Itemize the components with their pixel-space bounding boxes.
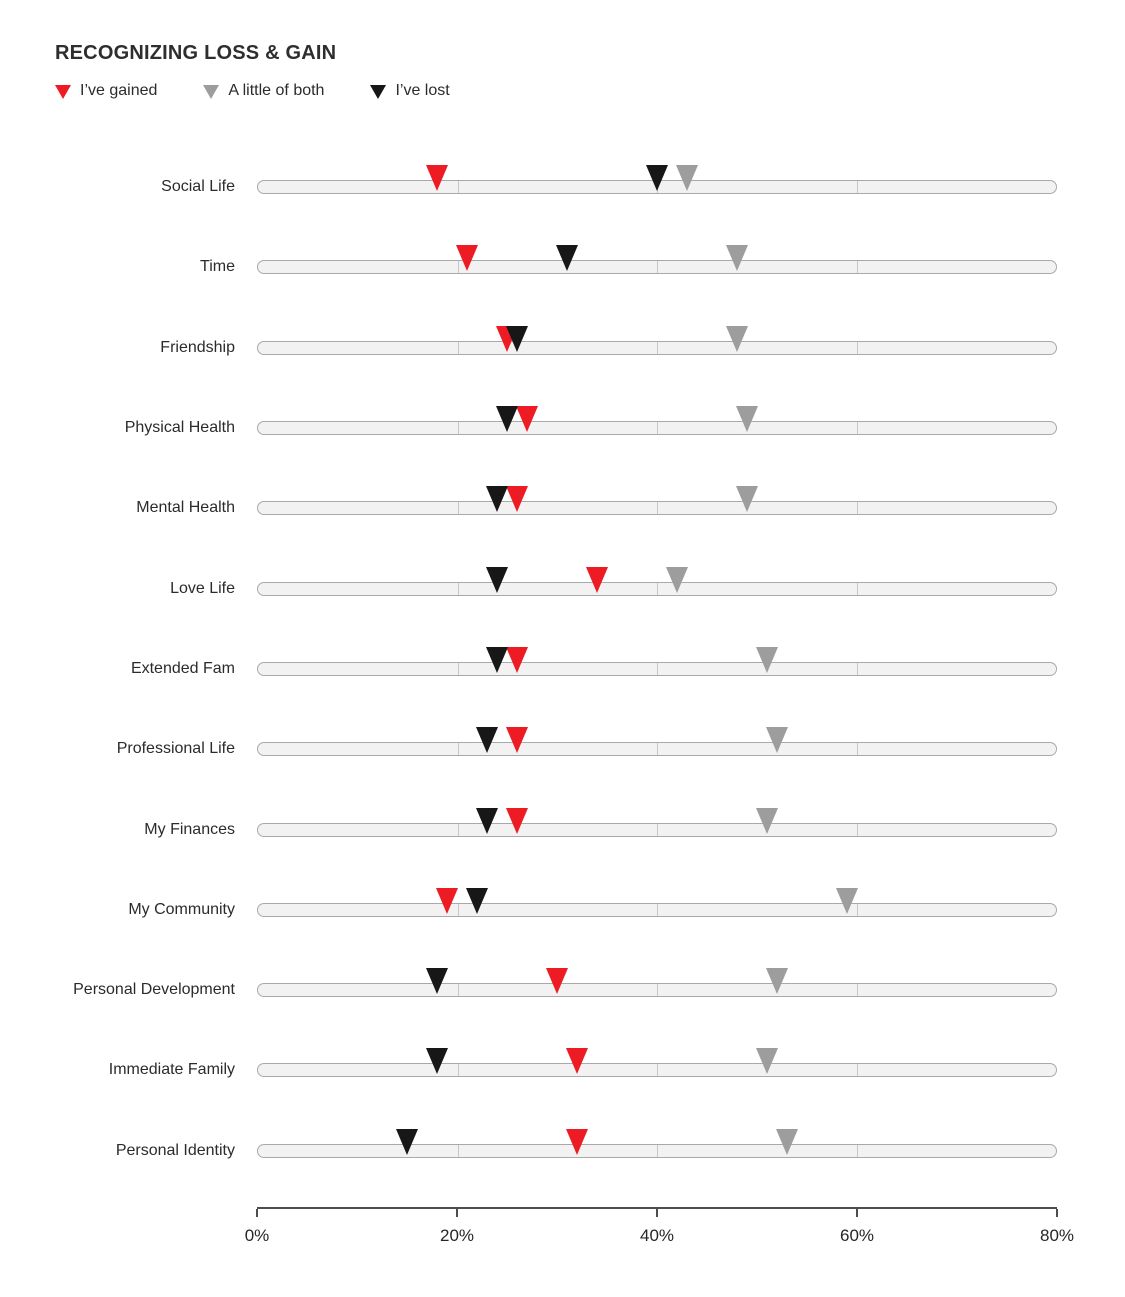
category-label: Love Life — [170, 579, 235, 597]
track-wrap — [257, 903, 1057, 917]
triangle-down-icon-marker-gained — [506, 727, 528, 753]
triangle-down-icon-marker-both — [756, 647, 778, 673]
triangle-down-icon-marker-both — [736, 406, 758, 432]
legend — [55, 80, 1125, 102]
chart-row — [0, 629, 1125, 709]
track-wrap — [257, 823, 1057, 837]
triangle-down-icon-marker-gained — [566, 1048, 588, 1074]
triangle-down-icon-marker-lost — [486, 486, 508, 512]
chart-area — [0, 147, 1125, 1257]
legend-label-lost: I’ve lost — [395, 82, 450, 99]
marker-layer — [257, 582, 1057, 596]
marker-layer — [257, 823, 1057, 837]
triangle-down-icon-marker-both — [756, 808, 778, 834]
category-label: Personal Identity — [115, 1141, 235, 1159]
marker-layer — [257, 1144, 1057, 1158]
marker-layer — [257, 1063, 1057, 1077]
chart-title: RECOGNIZING LOSS & GAIN — [55, 42, 337, 64]
track-wrap — [257, 501, 1057, 515]
track-wrap — [257, 1063, 1057, 1077]
chart-row — [0, 147, 1125, 227]
chart-row — [0, 388, 1125, 468]
marker-layer — [257, 742, 1057, 756]
category-label: Personal Development — [73, 981, 235, 999]
track-wrap — [257, 742, 1057, 756]
track-wrap — [257, 180, 1057, 194]
category-label: Immediate Family — [108, 1061, 235, 1079]
axis-tick-label: 0% — [244, 1225, 270, 1245]
triangle-down-icon — [55, 85, 71, 99]
chart-row — [0, 950, 1125, 1030]
triangle-down-icon-marker-lost — [486, 647, 508, 673]
triangle-down-icon-marker-gained — [506, 647, 528, 673]
legend-item-lost — [370, 82, 449, 100]
triangle-down-icon-marker-lost — [426, 968, 448, 994]
triangle-down-icon-marker-gained — [506, 808, 528, 834]
marker-layer — [257, 341, 1057, 355]
triangle-down-icon-marker-lost — [466, 888, 488, 914]
triangle-down-icon-marker-lost — [396, 1129, 418, 1155]
triangle-down-icon-marker-both — [766, 727, 788, 753]
chart-header — [0, 0, 1125, 102]
axis-tick — [456, 1209, 458, 1217]
axis-tick-label: 40% — [639, 1225, 675, 1245]
category-label: Professional Life — [116, 740, 235, 758]
track-wrap — [257, 341, 1057, 355]
axis-tick — [856, 1209, 858, 1217]
category-label: Time — [200, 258, 235, 276]
track-wrap — [257, 582, 1057, 596]
track-wrap — [257, 260, 1057, 274]
track-wrap — [257, 983, 1057, 997]
category-label: Social Life — [161, 178, 235, 196]
chart-row — [0, 789, 1125, 869]
marker-layer — [257, 501, 1057, 515]
chart-row — [0, 227, 1125, 307]
chart-row — [0, 548, 1125, 628]
chart-rows — [0, 147, 1125, 1191]
legend-label-gained: I’ve gained — [80, 82, 158, 99]
triangle-down-icon-marker-gained — [586, 567, 608, 593]
chart-row — [0, 709, 1125, 789]
triangle-down-icon-marker-gained — [516, 406, 538, 432]
triangle-down-icon-marker-both — [666, 567, 688, 593]
legend-item-both — [203, 82, 324, 100]
triangle-down-icon-marker-lost — [476, 808, 498, 834]
legend-item-gained — [55, 82, 157, 100]
chart-row — [0, 1030, 1125, 1110]
axis-tick — [256, 1209, 258, 1217]
axis-tick — [656, 1209, 658, 1217]
triangle-down-icon-marker-both — [726, 245, 748, 271]
triangle-down-icon-marker-lost — [426, 1048, 448, 1074]
triangle-down-icon-marker-both — [756, 1048, 778, 1074]
triangle-down-icon-marker-gained — [506, 486, 528, 512]
marker-layer — [257, 421, 1057, 435]
marker-layer — [257, 903, 1057, 917]
triangle-down-icon-marker-both — [776, 1129, 798, 1155]
chart-row — [0, 870, 1125, 950]
track-wrap — [257, 1144, 1057, 1158]
category-label: Extended Fam — [130, 659, 235, 677]
category-label: Physical Health — [124, 419, 235, 437]
triangle-down-icon-marker-both — [766, 968, 788, 994]
triangle-down-icon — [203, 85, 219, 99]
triangle-down-icon-marker-both — [736, 486, 758, 512]
track-wrap — [257, 662, 1057, 676]
triangle-down-icon — [370, 85, 386, 99]
chart-row — [0, 468, 1125, 548]
triangle-down-icon-marker-lost — [506, 326, 528, 352]
triangle-down-icon-marker-both — [836, 888, 858, 914]
triangle-down-icon-marker-lost — [486, 567, 508, 593]
chart-row — [0, 308, 1125, 388]
marker-layer — [257, 662, 1057, 676]
marker-layer — [257, 983, 1057, 997]
marker-layer — [257, 180, 1057, 194]
triangle-down-icon-marker-lost — [496, 406, 518, 432]
triangle-down-icon-marker-gained — [426, 165, 448, 191]
triangle-down-icon-marker-gained — [546, 968, 568, 994]
triangle-down-icon-marker-both — [726, 326, 748, 352]
axis-tick-label: 80% — [1039, 1225, 1075, 1245]
category-label: Friendship — [160, 338, 235, 356]
axis-tick-label: 20% — [439, 1225, 475, 1245]
chart-row — [0, 1111, 1125, 1191]
triangle-down-icon-marker-gained — [436, 888, 458, 914]
triangle-down-icon-marker-lost — [556, 245, 578, 271]
track-wrap — [257, 421, 1057, 435]
triangle-down-icon-marker-gained — [566, 1129, 588, 1155]
triangle-down-icon-marker-lost — [476, 727, 498, 753]
category-label: My Community — [128, 900, 235, 918]
triangle-down-icon-marker-both — [676, 165, 698, 191]
triangle-down-icon-marker-gained — [456, 245, 478, 271]
category-label: Mental Health — [136, 499, 235, 517]
axis-tick-label: 60% — [839, 1225, 875, 1245]
legend-label-both: A little of both — [228, 82, 325, 99]
marker-layer — [257, 260, 1057, 274]
triangle-down-icon-marker-lost — [646, 165, 668, 191]
x-axis — [244, 1207, 1075, 1257]
category-label: My Finances — [144, 820, 235, 838]
axis-tick — [1056, 1209, 1058, 1217]
